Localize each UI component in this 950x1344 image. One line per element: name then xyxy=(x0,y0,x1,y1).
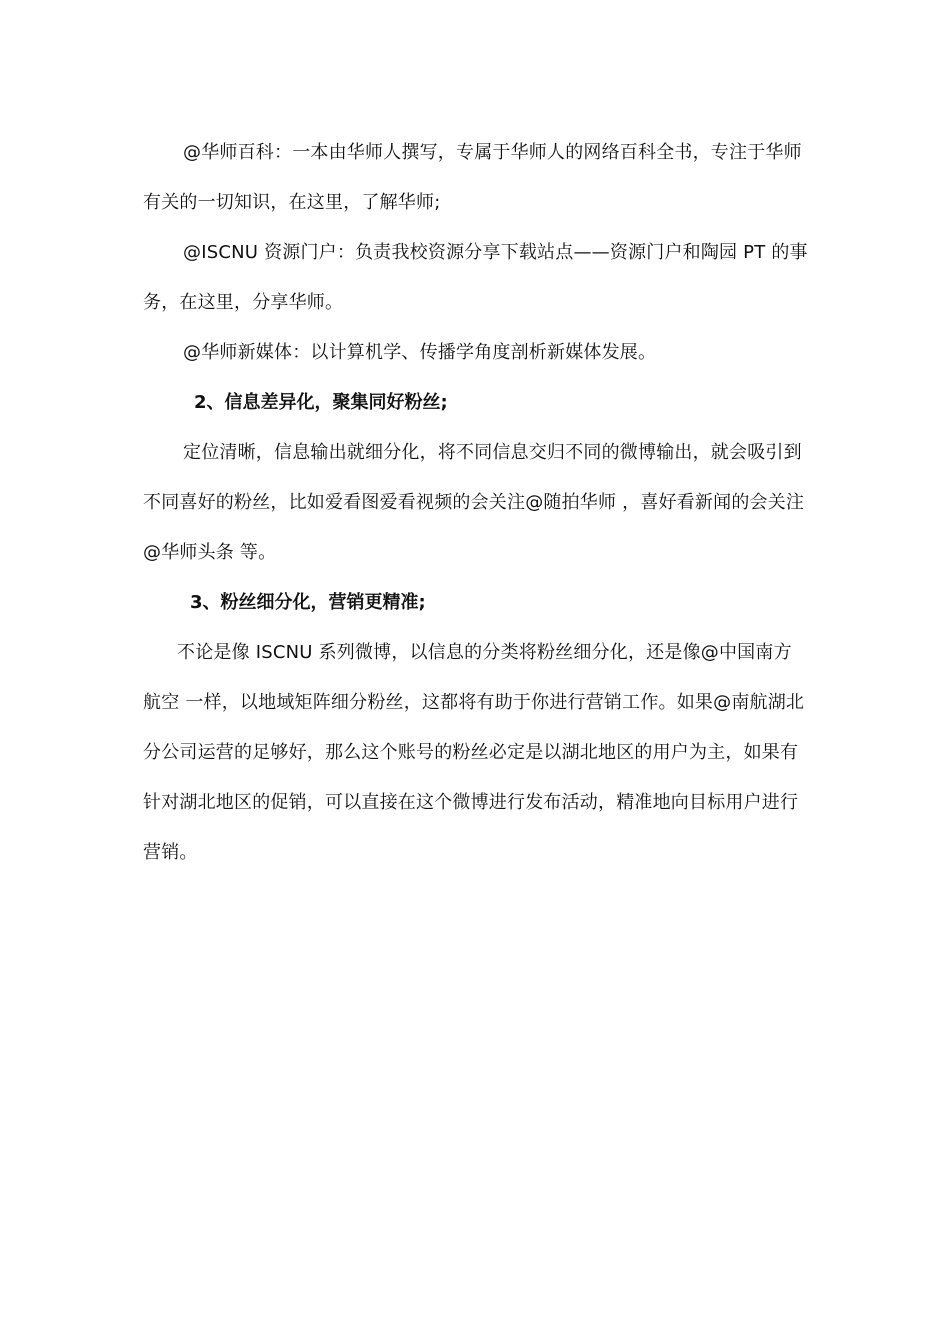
paragraph-iscnu-portal: @ISCNU 资源门户：负责我校资源分享下载站点——资源门户和陶园 PT 的事务，在这里，分享华师。 xyxy=(143,242,808,313)
paragraph-huashi-new-media: @华师新媒体：以计算机学、传播学角度剖析新媒体发展。 xyxy=(183,342,657,363)
paragraph-fan-segmentation: 不论是像 ISCNU 系列微博，以信息的分类将粉丝细分化，还是像@中国南方航空 一样，以地域矩阵细分粉丝，这都将有助于你进行营销工作。如果@南航湖北分公司运营的足够好，那么这个账号的粉丝必定是以湖北地区的用户为主，如果有针对湖北地区的促销，可以直接在这个微博进行发布活动，精准地向目标用户进行营销。 xyxy=(143,642,805,863)
paragraph-huashi-baike: @华师百科：一本由华师人撰写，专属于华师人的网络百科全书，专注于华师有关的一切知识，在这里，了解华师; xyxy=(143,142,802,213)
paragraph-information-differentiation: 定位清晰，信息输出就细分化，将不同信息交归不同的微博输出，就会吸引到不同喜好的粉丝，比如爱看图爱看视频的会关注@随拍华师 ，喜好看新闻的会关注@华师头条 等。 xyxy=(143,442,805,563)
document-body xyxy=(143,128,808,878)
section-heading-3: 3、粉丝细分化，营销更精准; xyxy=(190,592,426,613)
section-heading-2: 2、信息差异化，聚集同好粉丝; xyxy=(194,392,448,413)
